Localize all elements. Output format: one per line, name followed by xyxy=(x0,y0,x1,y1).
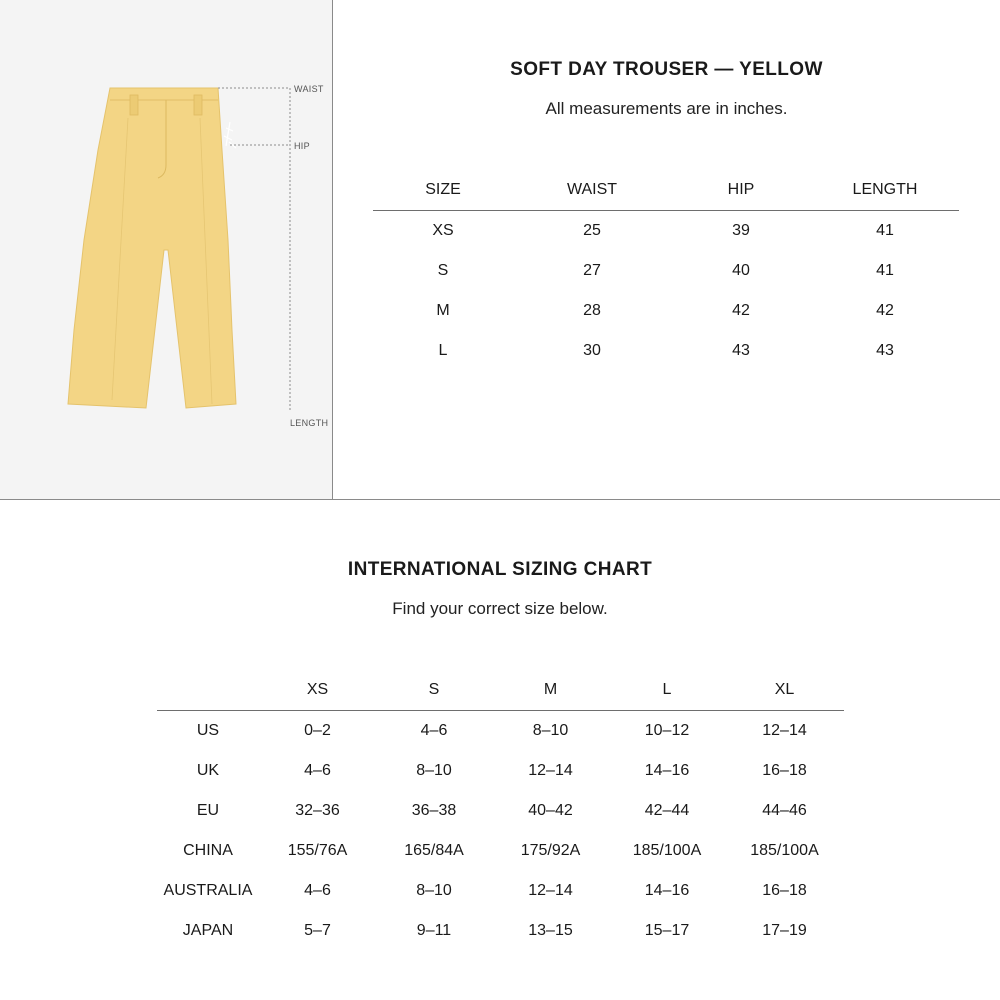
cell-m: 12–14 xyxy=(528,762,573,779)
table-row xyxy=(157,791,844,831)
cell-xl: 44–46 xyxy=(762,802,807,819)
cell-xl: 12–14 xyxy=(762,722,807,739)
header-waist: WAIST xyxy=(513,170,671,211)
cell-xl: 185/100A xyxy=(750,842,819,859)
cell-hip: 42 xyxy=(732,302,750,319)
header-region xyxy=(157,670,259,711)
cell-size: M xyxy=(436,302,450,319)
cell-region: EU xyxy=(196,802,220,819)
cell-xl: 16–18 xyxy=(762,762,807,779)
cell-s: 9–11 xyxy=(416,922,452,939)
trouser-illustration xyxy=(0,0,333,500)
header-size: SIZE xyxy=(373,170,513,211)
cell-l: 15–17 xyxy=(644,922,690,939)
international-subtitle: Find your correct size below. xyxy=(392,599,608,618)
cell-region: JAPAN xyxy=(182,922,234,939)
measurement-table xyxy=(373,170,959,371)
table-header-row xyxy=(373,170,959,211)
table-row xyxy=(157,751,844,791)
cell-xs: 5–7 xyxy=(304,922,331,939)
table-row xyxy=(157,911,844,951)
cell-waist: 27 xyxy=(583,262,601,279)
section-divider xyxy=(333,499,1000,500)
cell-s: 4–6 xyxy=(420,722,448,739)
table-header-row xyxy=(157,670,844,711)
cell-xs: 32–36 xyxy=(295,802,340,819)
hip-label: HIP xyxy=(294,141,310,151)
header-l: L xyxy=(609,670,725,711)
header-length: LENGTH xyxy=(811,170,959,211)
cell-xs: 155/76A xyxy=(287,842,348,859)
cell-m: 175/92A xyxy=(520,842,581,859)
cell-size: L xyxy=(438,342,448,359)
table-row xyxy=(373,211,959,252)
length-label: LENGTH xyxy=(290,418,329,428)
cell-region: US xyxy=(196,722,220,739)
cell-m: 8–10 xyxy=(532,722,569,739)
table-row xyxy=(157,831,844,871)
cell-s: 165/84A xyxy=(404,842,464,859)
table-row xyxy=(157,871,844,911)
cell-waist: 25 xyxy=(583,222,601,239)
cell-size: S xyxy=(437,262,449,279)
table-row xyxy=(373,331,959,371)
cell-l: 185/100A xyxy=(632,842,702,859)
header-s: S xyxy=(376,670,492,711)
cell-xs: 4–6 xyxy=(304,882,331,899)
cell-region: CHINA xyxy=(183,842,233,859)
international-sizing-table xyxy=(157,670,844,951)
header-hip: HIP xyxy=(671,170,811,211)
cell-region: AUSTRALIA xyxy=(163,882,253,899)
product-title: SOFT DAY TROUSER — YELLOW xyxy=(510,59,823,80)
waist-label: WAIST xyxy=(294,84,324,94)
cell-m: 40–42 xyxy=(528,802,573,819)
cell-waist: 30 xyxy=(583,342,601,359)
header-m: M xyxy=(492,670,609,711)
cell-l: 14–16 xyxy=(644,882,690,899)
cell-xl: 16–18 xyxy=(762,882,807,899)
product-subtitle: All measurements are in inches. xyxy=(545,99,788,118)
cell-hip: 39 xyxy=(732,222,750,239)
garment-diagram-panel xyxy=(0,0,333,500)
cell-size: XS xyxy=(432,222,454,239)
cell-s: 36–38 xyxy=(411,802,457,819)
header-xl: XL xyxy=(725,670,844,711)
cell-s: 8–10 xyxy=(416,882,452,899)
cell-l: 14–16 xyxy=(644,762,690,779)
cell-s: 8–10 xyxy=(416,762,452,779)
cell-hip: 43 xyxy=(732,342,750,359)
cell-m: 13–15 xyxy=(528,922,573,939)
cell-l: 42–44 xyxy=(644,802,690,819)
cell-length: 41 xyxy=(876,262,894,279)
header-xs: XS xyxy=(259,670,376,711)
cell-m: 12–14 xyxy=(528,882,573,899)
table-row xyxy=(373,291,959,331)
table-row xyxy=(373,251,959,291)
cell-length: 41 xyxy=(876,222,894,239)
cell-xs: 0–2 xyxy=(304,722,331,739)
cell-waist: 28 xyxy=(583,302,601,319)
cell-region: UK xyxy=(196,762,220,779)
cell-hip: 40 xyxy=(732,262,750,279)
cell-length: 42 xyxy=(876,302,894,319)
table-row xyxy=(157,711,844,752)
cell-length: 43 xyxy=(876,342,894,359)
trouser-shape xyxy=(68,88,236,408)
cell-xs: 4–6 xyxy=(304,762,331,779)
cell-xl: 17–19 xyxy=(762,922,807,939)
cell-l: 10–12 xyxy=(644,722,690,739)
international-title: INTERNATIONAL SIZING CHART xyxy=(347,559,653,580)
